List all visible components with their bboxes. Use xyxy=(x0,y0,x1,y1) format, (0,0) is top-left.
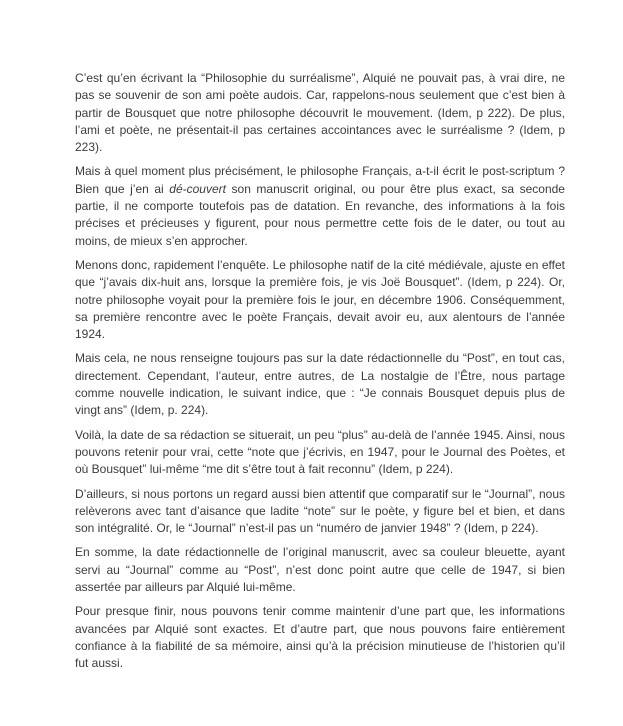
paragraph-8: Pour presque finir, nous pouvons tenir comme maintenir d’une part que, les informations avancées par Alquié sont exactes. Et d’autre part, que nous pouvons faire entièrement confiance à la fiabilité de sa mémoire, ainsi qu’à la précision minutieuse de l’historien qu’il fut aussi. xyxy=(75,604,565,671)
paragraph-6: D’ailleurs, si nous portons un regard aussi bien attentif que comparatif sur le “Journal”, nous relèverons avec tant d’aisance que ladite “note” sur le poète, y figure bel et bien, et dans son intégralité. Or, le “Journal” n’est-il pas un “numéro de janvier 1948” ? (Idem, p 224). xyxy=(75,486,565,536)
paragraph-2 xyxy=(75,163,565,249)
paragraph-2-italic-term: dé-couvert xyxy=(169,181,226,196)
paragraph-2-segment-before: Mais à quel moment plus précisément, le philosophe Français, a-t-il écrit le post-scriptum ? Bien que j’en ai xyxy=(75,164,565,196)
paragraph-4: Mais cela, ne nous renseigne toujours pas sur la date rédactionnelle du “Post”, en tout cas, directement. Cependant, l’auteur, entre autres, de La nostalgie de l’Être, nous partage comme nouvelle indication, le suivant indice, que : “Je connais Bousquet depuis plus de vingt ans” (Idem, p. 224). xyxy=(75,351,565,418)
paragraph-1: C’est qu’en écrivant la “Philosophie du surréalisme”, Alquié ne pouvait pas, à vrai dire, ne pas se souvenir de son ami poète audois. Car, rappelons-nous seulement que c’est bien à partir de Bousquet que notre philosophe découvrit le mouvement. (Idem, p 222). De plus, l’ami et poète, ne présentait-il pas certaines accointances avec le surréalisme ? (Idem, p 223). xyxy=(75,71,565,155)
paragraph-2-segment-after: son manuscrit original, ou pour être plus exact, sa seconde partie, il ne comporte toutefois pas de datation. En revanche, des informations à la fois précises et précieuses y figurent, pour nous permettre cette fois de le dater, ou tout au moins, de mieux s’en approcher. xyxy=(75,181,565,248)
paragraph-5: Voilà, la date de sa rédaction se situerait, un peu “plus” au-delà de l’année 1945. Ainsi, nous pouvons retenir pour vrai, cette “note que j’écrivis, en 1947, pour le Journal des Poètes, et où Bousquet” lui-même “me dit s’être tout à fait reconnu” (Idem, p 224). xyxy=(75,427,565,477)
paragraph-7: En somme, la date rédactionnelle de l’original manuscrit, avec sa couleur bleuette, ayant servi au “Journal” comme au “Post”, n’est donc point autre que celle de 1947, si bien assertée par ailleurs par Alquié lui-même. xyxy=(75,545,565,595)
document-body xyxy=(75,70,565,673)
paragraph-3: Menons donc, rapidement l’enquête. Le philosophe natif de la cité médiévale, ajuste en effet que “j’avais dix-huit ans, lorsque la première fois, je vis Joë Bousquet”. (Idem, p 224). Or, notre philosophe voyait pour la première fois le jour, en décembre 1906. Conséquemment, sa première rencontre avec le poète Français, devait avoir eu, aux alentours de l’année 1924. xyxy=(75,257,565,342)
